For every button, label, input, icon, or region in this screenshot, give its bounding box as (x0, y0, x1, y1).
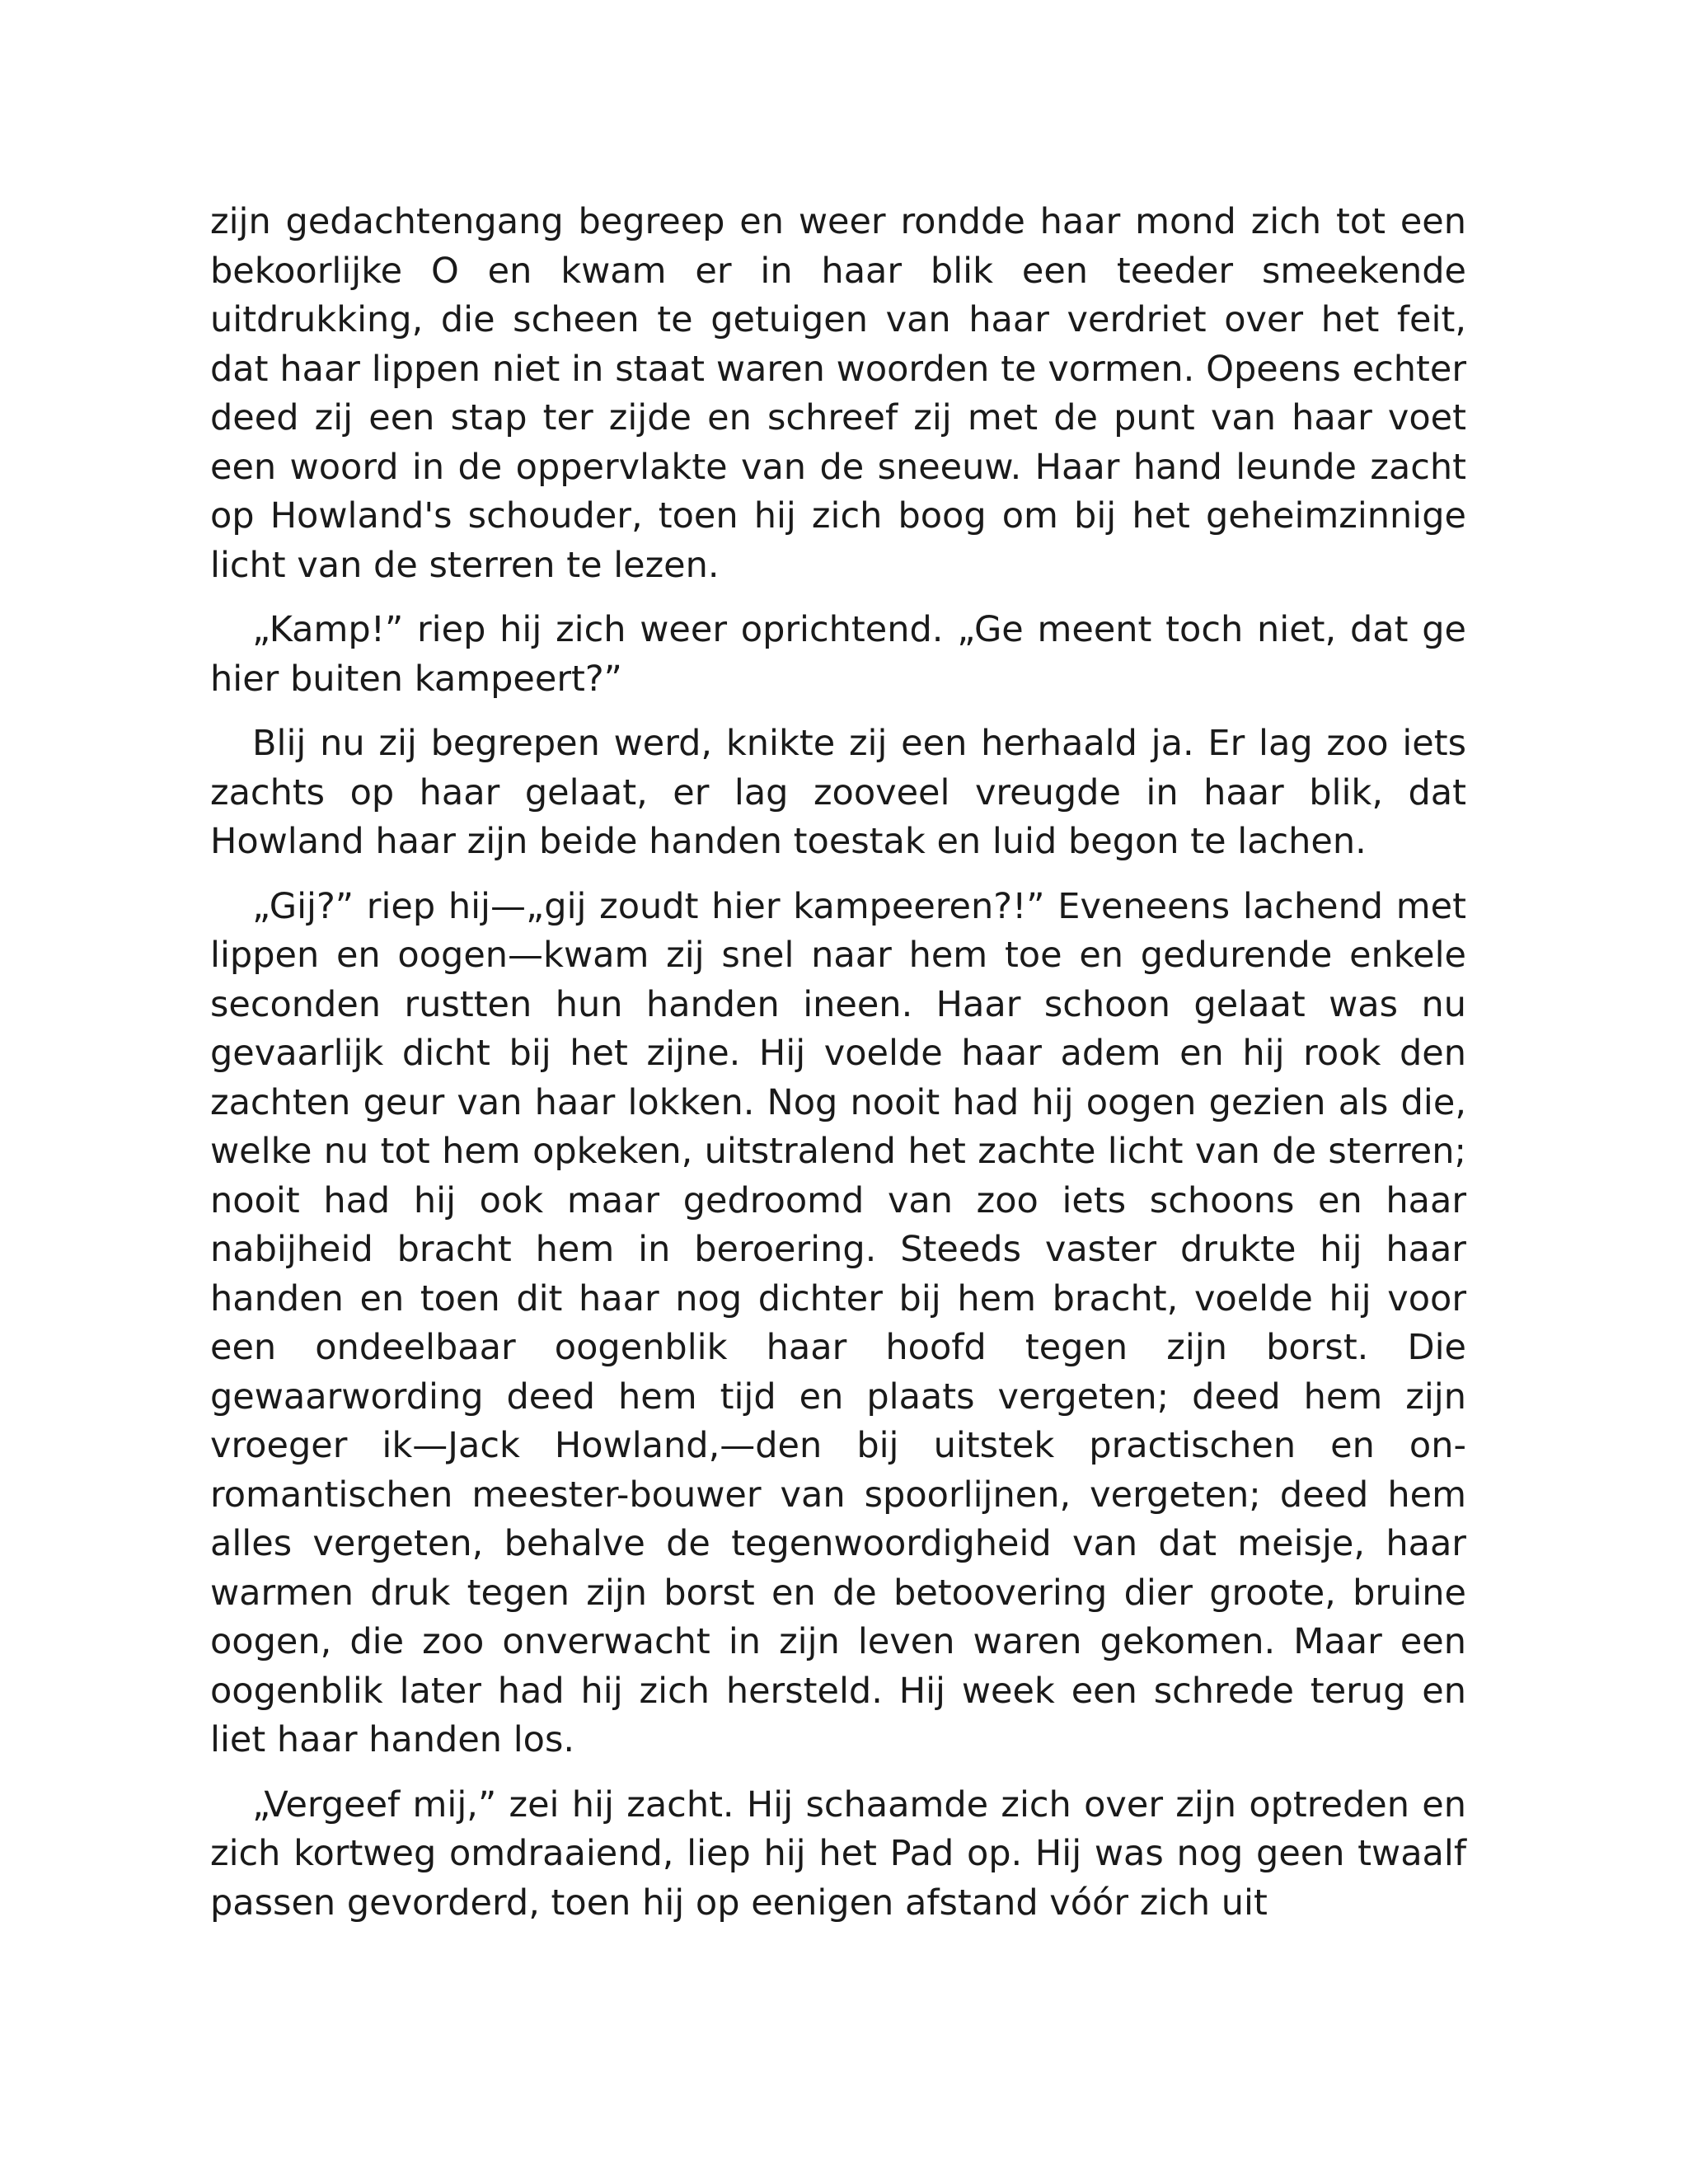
book-page (210, 198, 1466, 1928)
paragraph-2: „Kamp!” riep hij zich weer oprichtend. „Ge meent toch niet, dat ge hier buiten kampeert?” (210, 609, 1466, 700)
paragraph-5: „Vergeef mij,” zei hij zacht. Hij schaamde zich over zijn optreden en zich kortweg omdraaiend, liep hij het Pad op. Hij was nog geen twaalf passen gevorderd, toen hij op eenigen afstand vóór zich uit (210, 1783, 1466, 1924)
paragraph-4: „Gij?” riep hij—„gij zoudt hier kampeeren?!” Eveneens lachend met lippen en oogen—kwam zij snel naar hem toe en gedurende enkele seconden rustten hun handen ineen. Haar schoon gelaat was nu gevaarlijk dicht bij het zijne. Hij voelde haar adem en hij rook den zachten geur van haar lokken. Nog nooit had hij oogen gezien als die, welke nu tot hem opkeken, uitstralend het zachte licht van de sterren; nooit had hij ook maar gedroomd van zoo iets schoons en haar nabijheid bracht hem in beroering. Steeds vaster drukte hij haar handen en toen dit haar nog dichter bij hem bracht, voelde hij voor een ondeelbaar oogenblik haar hoofd tegen zijn borst. Die gewaarwording deed hem tijd en plaats vergeten; deed hem zijn vroeger ik—Jack Howland,—den bij uitstek practischen en on-romantischen meester-bouwer van spoorlijnen, vergeten; deed hem alles vergeten, behalve de tegenwoordigheid van dat meisje, haar warmen druk tegen zijn borst en de betoovering dier groote, bruine oogen, die zoo onverwacht in zijn leven waren gekomen. Maar een oogenblik later had hij zich hersteld. Hij week een schrede terug en liet haar handen los. (210, 885, 1466, 1760)
paragraph-1: zijn gedachtengang begreep en weer rondde haar mond zich tot een bekoorlijke O en kwam er in haar blik een teeder smeekende uitdrukking, die scheen te getuigen van haar verdriet over het feit, dat haar lippen niet in staat waren woorden te vormen. Opeens echter deed zij een stap ter zijde en schreef zij met de punt van haar voet een woord in de oppervlakte van de sneeuw. Haar hand leunde zacht op Howland's schouder, toen hij zich boog om bij het geheimzinnige licht van de sterren te lezen. (210, 201, 1466, 586)
paragraph-3: Blij nu zij begrepen werd, knikte zij een herhaald ja. Er lag zoo iets zachts op haar gelaat, er lag zooveel vreugde in haar blik, dat Howland haar zijn beide handen toestak en luid begon te lachen. (210, 723, 1466, 862)
